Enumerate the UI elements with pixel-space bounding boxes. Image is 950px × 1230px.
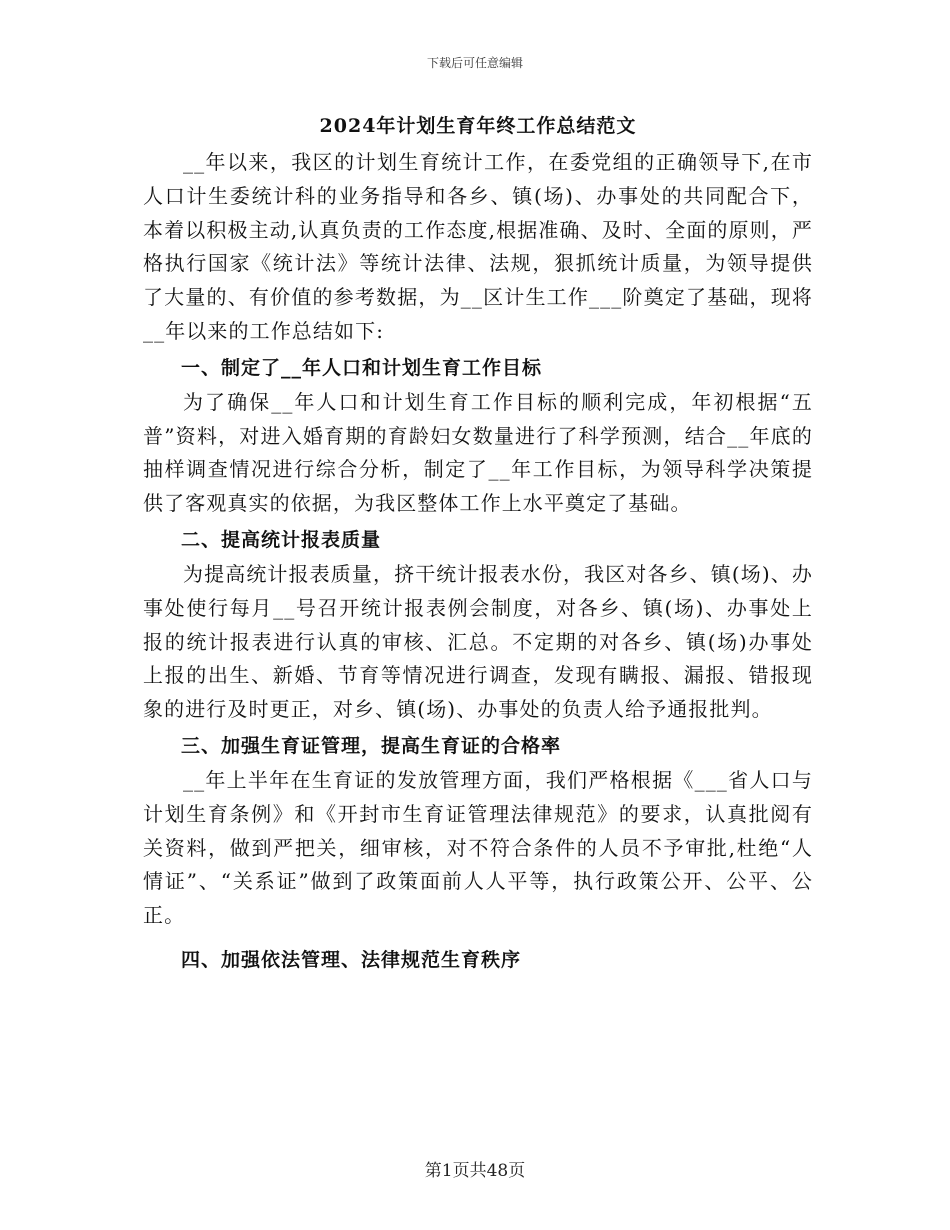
intro-paragraph: __年以来，我区的计划生育统计工作，在委党组的正确领导下,在市人口计生委统计科的业务指导和各乡、镇(场)、办事处的共同配合下，本着以积极主动,认真负责的工作态度,根据准确、及时、全面的原则，严格执行国家《统计法》等统计法律、法规，狠抓统计质量，为领导提供了大量的、有价值的参考数据，为__区计生工作___阶奠定了基础，现将__年以来的工作总结如下: bbox=[143, 150, 813, 343]
section-1-heading: 一、制定了__年人口和计划生育工作目标 bbox=[181, 356, 543, 379]
section-2-paragraph: 为提高统计报表质量，挤干统计报表水份，我区对各乡、镇(场)、办事处使行每月__号召开统计报表例会制度，对各乡、镇(场)、办事处上报的统计报表进行认真的审核、汇总。不定期的对各乡、镇(场)办事处上报的出生、新婚、节育等情况进行调查，发现有瞒报、漏报、错报现象的进行及时更正，对乡、镇(场)、办事处的负责人给予通报批判。 bbox=[143, 561, 813, 722]
header-note: 下载后可任意编辑 bbox=[426, 56, 523, 70]
section-1-paragraph: 为了确保__年人口和计划生育工作目标的顺利完成，年初根据“五普”资料，对进入婚育期的育龄妇女数量进行了科学预测，结合__年底的抽样调查情况进行综合分析，制定了__年工作目标，为领导科学决策提供了客观真实的依据，为我区整体工作上水平奠定了基础。 bbox=[143, 389, 813, 516]
document-title: 2024年计划生育年终工作总结范文 bbox=[319, 115, 637, 137]
section-3-heading: 三、加强生育证管理，提高生育证的合格率 bbox=[181, 734, 562, 757]
section-4-heading: 四、加强依法管理、法律规范生育秩序 bbox=[181, 948, 522, 971]
document-body bbox=[143, 108, 813, 978]
section-2-heading: 二、提高统计报表质量 bbox=[181, 528, 382, 551]
section-3-paragraph: __年上半年在生育证的发放管理方面，我们严格根据《___省人口与计划生育条例》和《开封市生育证管理法律规范》的要求，认真批阅有关资料，做到严把关，细审核，对不符合条件的人员不予审批,杜绝“人情证”、“关系证”做到了政策面前人人平等，执行政策公开、公平、公正。 bbox=[143, 767, 813, 928]
page-number: 第1页共48页 bbox=[424, 1161, 526, 1181]
